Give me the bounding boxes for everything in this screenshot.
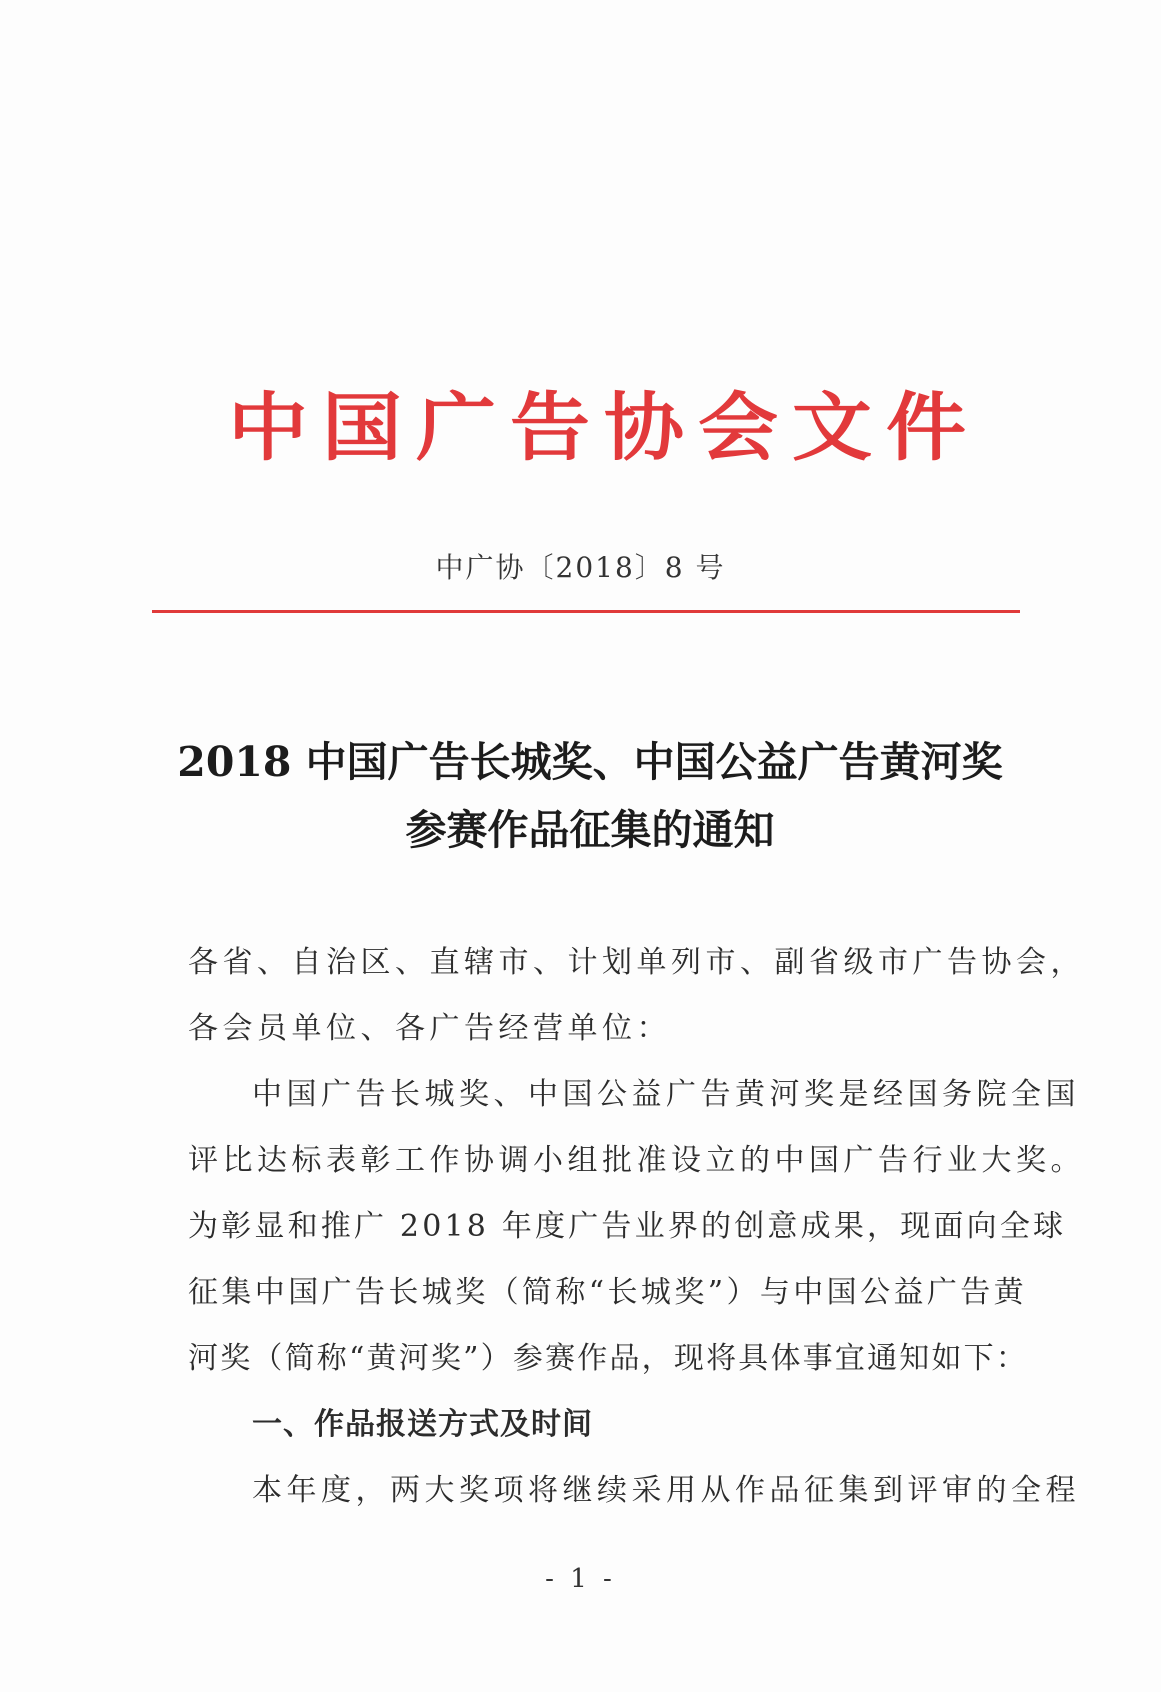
salutation-line-1: 各省、自治区、直辖市、计划单列市、副省级市广告协会， — [188, 945, 1085, 980]
notice-body — [188, 930, 1085, 1524]
paragraph-line: 为彰显和推广 2018 年度广告业界的创意成果，现面向全球 — [188, 1209, 1067, 1244]
paragraph-line: 本年度，两大奖项将继续采用从作品征集到评审的全程 — [252, 1473, 1080, 1508]
notice-title-line-2: 参赛作品征集的通知 — [405, 806, 775, 854]
paragraph-line: 河奖（简称“黄河奖”）参赛作品，现将具体事宜通知如下： — [188, 1341, 1029, 1376]
notice-title-line-1: 2018 中国广告长城奖、中国公益广告黄河奖 — [177, 738, 1003, 786]
paragraph-line: 征集中国广告长城奖（简称“长城奖”）与中国公益广告黄 — [188, 1275, 1028, 1310]
paragraph-line: 评比达标表彰工作协调小组批准设立的中国广告行业大奖。 — [188, 1143, 1085, 1178]
page-number: - 1 - — [545, 1564, 616, 1594]
salutation-line-2: 各会员单位、各广告经营单位： — [188, 1011, 671, 1046]
header-divider — [152, 610, 1020, 613]
document-header-title: 中国广告协会文件 — [228, 384, 980, 471]
notice-title — [140, 728, 1040, 864]
section-heading: 一、作品报送方式及时间 — [252, 1407, 593, 1442]
document-number: 中广协〔2018〕8 号 — [435, 551, 726, 584]
paragraph-line: 中国广告长城奖、中国公益广告黄河奖是经国务院全国 — [252, 1077, 1080, 1112]
